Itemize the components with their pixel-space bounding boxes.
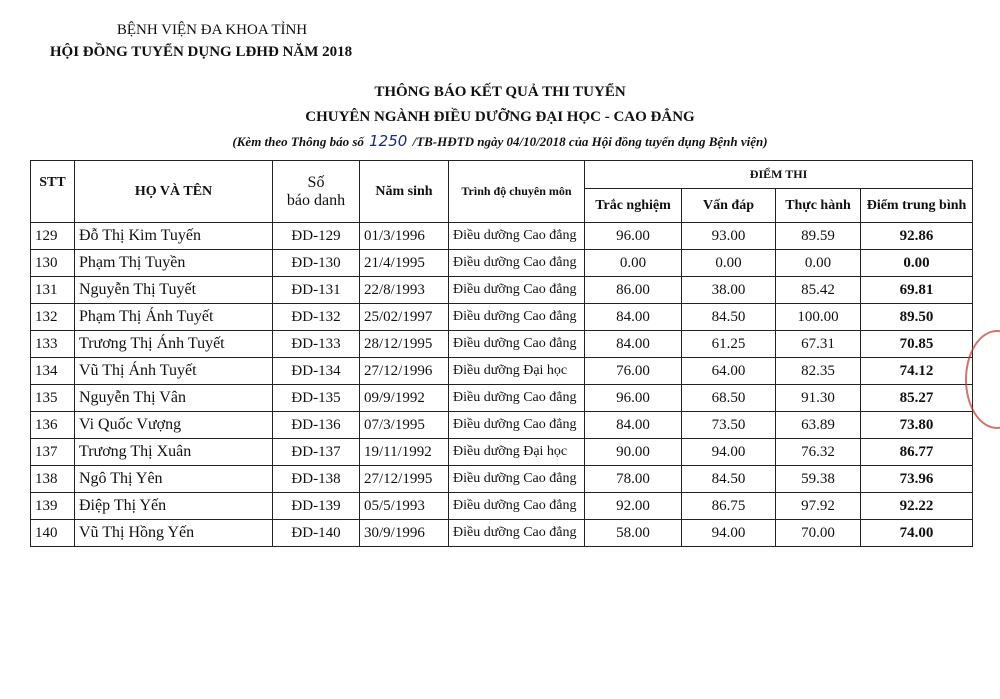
cell-average: 74.12 <box>861 358 973 385</box>
cell-sbd: ĐD-129 <box>273 223 360 250</box>
table-row <box>31 385 973 412</box>
cell-mc: 92.00 <box>585 493 682 520</box>
cell-stt: 130 <box>31 250 75 277</box>
cell-birth: 21/4/1995 <box>360 250 449 277</box>
cell-stt: 136 <box>31 412 75 439</box>
cell-stt: 135 <box>31 385 75 412</box>
cell-practice: 97.92 <box>776 493 861 520</box>
organization-name: BỆNH VIỆN ĐA KHOA TỈNH <box>116 22 308 38</box>
cell-birth: 28/12/1995 <box>360 331 449 358</box>
cell-average: 70.85 <box>861 331 973 358</box>
handwritten-number: 1250 <box>369 132 408 150</box>
cell-birth: 01/3/1996 <box>360 223 449 250</box>
cell-birth: 09/9/1992 <box>360 385 449 412</box>
cell-stt: 132 <box>31 304 75 331</box>
cell-birth: 05/5/1993 <box>360 493 449 520</box>
cell-mc: 84.00 <box>585 412 682 439</box>
cell-level: Điều dưỡng Cao đẳng <box>449 466 585 493</box>
council-name: HỘI ĐỒNG TUYỂN DỤNG LĐHĐ NĂM 2018 <box>49 44 353 60</box>
cell-average: 74.00 <box>861 520 973 547</box>
results-table <box>30 160 973 547</box>
cell-stt: 133 <box>31 331 75 358</box>
table-row <box>31 358 973 385</box>
cell-stt: 138 <box>31 466 75 493</box>
cell-oral: 61.25 <box>682 331 776 358</box>
table-row <box>31 223 973 250</box>
cell-name: Ngô Thị Yên <box>75 466 273 493</box>
header-sbd-line2: báo danh <box>286 191 346 209</box>
cell-name: Phạm Thị Ánh Tuyết <box>75 304 273 331</box>
cell-oral: 0.00 <box>682 250 776 277</box>
cell-level: Điều dưỡng Đại học <box>449 439 585 466</box>
cell-practice: 63.89 <box>776 412 861 439</box>
cell-stt: 129 <box>31 223 75 250</box>
cell-name: Trương Thị Xuân <box>75 439 273 466</box>
cell-birth: 19/11/1992 <box>360 439 449 466</box>
cell-practice: 100.00 <box>776 304 861 331</box>
header-practice: Thực hành <box>776 189 861 223</box>
cell-average: 92.86 <box>861 223 973 250</box>
cell-mc: 76.00 <box>585 358 682 385</box>
cell-stt: 140 <box>31 520 75 547</box>
table-row <box>31 466 973 493</box>
cell-average: 73.80 <box>861 412 973 439</box>
reference-prefix: (Kèm theo Thông báo số <box>232 134 364 149</box>
cell-birth: 07/3/1995 <box>360 412 449 439</box>
document-subtitle: CHUYÊN NGÀNH ĐIỀU DƯỠNG ĐẠI HỌC - CAO ĐẲNG <box>305 109 695 125</box>
cell-oral: 93.00 <box>682 223 776 250</box>
cell-oral: 68.50 <box>682 385 776 412</box>
cell-oral: 84.50 <box>682 466 776 493</box>
cell-mc: 84.00 <box>585 331 682 358</box>
cell-mc: 96.00 <box>585 385 682 412</box>
cell-practice: 0.00 <box>776 250 861 277</box>
cell-practice: 70.00 <box>776 520 861 547</box>
cell-level: Điều dưỡng Cao đẳng <box>449 385 585 412</box>
header-stt: STT <box>31 161 75 223</box>
cell-sbd: ĐD-140 <box>273 520 360 547</box>
cell-sbd: ĐD-138 <box>273 466 360 493</box>
cell-name: Trương Thị Ánh Tuyết <box>75 331 273 358</box>
cell-birth: 27/12/1996 <box>360 358 449 385</box>
cell-name: Nguyễn Thị Vân <box>75 385 273 412</box>
table-row <box>31 520 973 547</box>
table-row <box>31 493 973 520</box>
cell-practice: 59.38 <box>776 466 861 493</box>
cell-name: Đỗ Thị Kim Tuyến <box>75 223 273 250</box>
cell-sbd: ĐD-130 <box>273 250 360 277</box>
cell-oral: 38.00 <box>682 277 776 304</box>
header-birth: Năm sinh <box>360 161 449 223</box>
cell-practice: 91.30 <box>776 385 861 412</box>
header-name: HỌ VÀ TÊN <box>75 161 273 223</box>
cell-oral: 86.75 <box>682 493 776 520</box>
header-scores: ĐIỂM THI <box>585 161 973 189</box>
cell-level: Điều dưỡng Cao đẳng <box>449 277 585 304</box>
cell-mc: 96.00 <box>585 223 682 250</box>
cell-sbd: ĐD-134 <box>273 358 360 385</box>
cell-average: 86.77 <box>861 439 973 466</box>
table-row <box>31 250 973 277</box>
cell-level: Điều dưỡng Cao đẳng <box>449 412 585 439</box>
cell-name: Vi Quốc Vượng <box>75 412 273 439</box>
table-row <box>31 412 973 439</box>
cell-sbd: ĐD-139 <box>273 493 360 520</box>
cell-average: 89.50 <box>861 304 973 331</box>
cell-stt: 137 <box>31 439 75 466</box>
cell-level: Điều dưỡng Cao đẳng <box>449 493 585 520</box>
reference-suffix: /TB-HĐTD ngày 04/10/2018 của Hội đồng tuyển dụng Bệnh viện) <box>412 134 768 149</box>
cell-average: 85.27 <box>861 385 973 412</box>
cell-sbd: ĐD-137 <box>273 439 360 466</box>
cell-mc: 86.00 <box>585 277 682 304</box>
cell-mc: 78.00 <box>585 466 682 493</box>
table-row <box>31 277 973 304</box>
cell-birth: 22/8/1993 <box>360 277 449 304</box>
cell-sbd: ĐD-135 <box>273 385 360 412</box>
cell-name: Điệp Thị Yến <box>75 493 273 520</box>
cell-sbd: ĐD-133 <box>273 331 360 358</box>
cell-mc: 58.00 <box>585 520 682 547</box>
cell-mc: 0.00 <box>585 250 682 277</box>
cell-name: Phạm Thị Tuyền <box>75 250 273 277</box>
cell-average: 73.96 <box>861 466 973 493</box>
cell-level: Điều dưỡng Cao đẳng <box>449 250 585 277</box>
table-row <box>31 304 973 331</box>
cell-average: 0.00 <box>861 250 973 277</box>
header-sbd-line1: Số <box>307 173 325 191</box>
cell-birth: 27/12/1995 <box>360 466 449 493</box>
document-title: THÔNG BÁO KẾT QUẢ THI TUYỂN <box>374 84 626 100</box>
cell-level: Điều dưỡng Đại học <box>449 358 585 385</box>
cell-level: Điều dưỡng Cao đẳng <box>449 223 585 250</box>
cell-mc: 90.00 <box>585 439 682 466</box>
header-oral: Vấn đáp <box>682 189 776 223</box>
cell-level: Điều dưỡng Cao đẳng <box>449 520 585 547</box>
cell-oral: 94.00 <box>682 520 776 547</box>
cell-name: Vũ Thị Hồng Yến <box>75 520 273 547</box>
cell-stt: 139 <box>31 493 75 520</box>
cell-average: 69.81 <box>861 277 973 304</box>
cell-sbd: ĐD-136 <box>273 412 360 439</box>
cell-oral: 94.00 <box>682 439 776 466</box>
cell-practice: 85.42 <box>776 277 861 304</box>
cell-oral: 84.50 <box>682 304 776 331</box>
cell-practice: 76.32 <box>776 439 861 466</box>
cell-name: Nguyễn Thị Tuyết <box>75 277 273 304</box>
cell-level: Điều dưỡng Cao đẳng <box>449 304 585 331</box>
cell-practice: 82.35 <box>776 358 861 385</box>
cell-name: Vũ Thị Ánh Tuyết <box>75 358 273 385</box>
table-row <box>31 331 973 358</box>
header-level: Trình độ chuyên môn <box>449 161 585 223</box>
cell-oral: 73.50 <box>682 412 776 439</box>
header-mc: Trắc nghiệm <box>585 189 682 223</box>
cell-sbd: ĐD-131 <box>273 277 360 304</box>
cell-practice: 67.31 <box>776 331 861 358</box>
header-sbd <box>273 161 360 223</box>
header-average: Điểm trung bình <box>861 189 973 223</box>
cell-sbd: ĐD-132 <box>273 304 360 331</box>
cell-oral: 64.00 <box>682 358 776 385</box>
cell-average: 92.22 <box>861 493 973 520</box>
cell-mc: 84.00 <box>585 304 682 331</box>
cell-birth: 30/9/1996 <box>360 520 449 547</box>
document-reference <box>0 132 1000 150</box>
cell-stt: 131 <box>31 277 75 304</box>
cell-level: Điều dưỡng Cao đẳng <box>449 331 585 358</box>
table-row <box>31 439 973 466</box>
cell-birth: 25/02/1997 <box>360 304 449 331</box>
cell-stt: 134 <box>31 358 75 385</box>
cell-practice: 89.59 <box>776 223 861 250</box>
